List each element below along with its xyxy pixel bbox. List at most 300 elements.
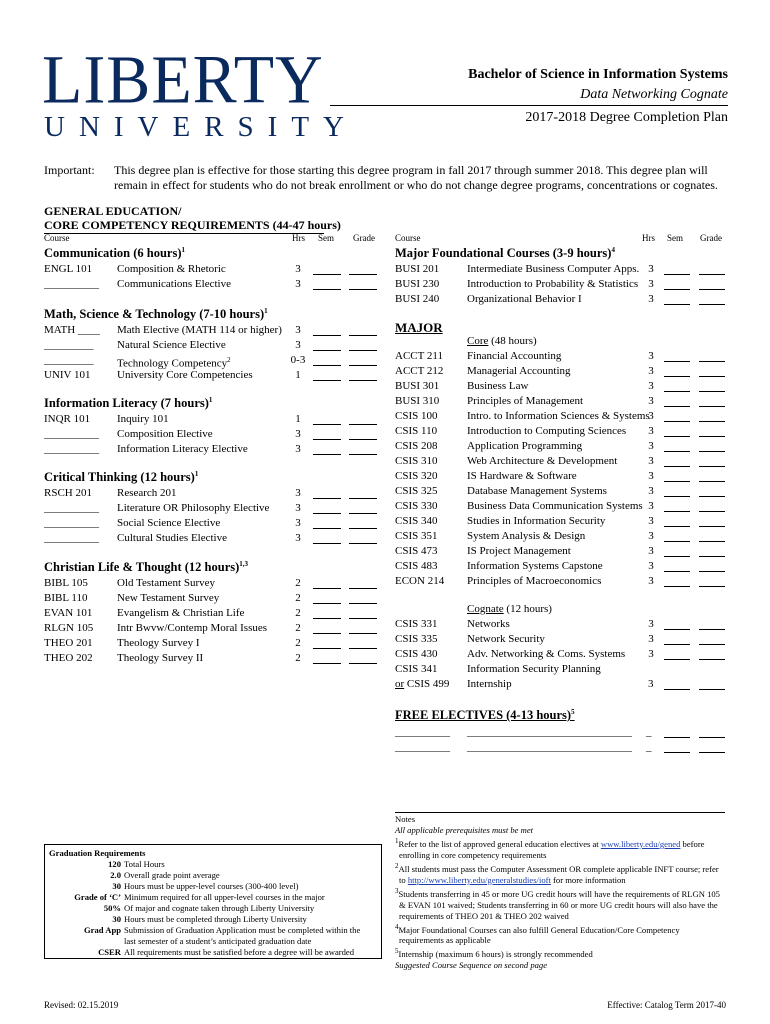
semester-blank[interactable] bbox=[313, 654, 341, 664]
notes-title: Notes bbox=[395, 814, 416, 824]
note-text: Internship (maximum 6 hours) is strongly recommended bbox=[398, 949, 593, 960]
grade-blank[interactable] bbox=[349, 430, 377, 440]
gen-ed-title-line1: GENERAL EDUCATION/ bbox=[44, 204, 182, 218]
note-text-after: before enrolling in core competency requirements bbox=[399, 838, 705, 860]
course-hours: 3 bbox=[295, 324, 301, 336]
course-name: Social Science Elective bbox=[117, 517, 221, 529]
semester-blank[interactable] bbox=[313, 519, 341, 529]
course-code: ACCT 211 bbox=[395, 350, 443, 362]
graduation-key: Grad App bbox=[83, 925, 121, 935]
graduation-rows bbox=[49, 859, 377, 958]
elective-name: ______________________________ bbox=[467, 741, 632, 753]
right-col-hrs: Hrs bbox=[642, 233, 655, 243]
grade-blank[interactable] bbox=[699, 382, 725, 392]
course-code: RSCH 201 bbox=[44, 487, 92, 499]
course-code: CSIS 325 bbox=[395, 485, 438, 497]
left-col-course: Course bbox=[44, 233, 70, 243]
grade-blank[interactable] bbox=[349, 519, 377, 529]
grade-blank[interactable] bbox=[699, 427, 725, 437]
graduation-key: 2.0 bbox=[110, 870, 121, 880]
course-code: BUSI 230 bbox=[395, 278, 440, 290]
cognate-hours: (12 hours) bbox=[506, 603, 552, 615]
grade-blank[interactable] bbox=[349, 415, 377, 425]
course-name: Math Elective (MATH 114 or higher) bbox=[117, 324, 282, 336]
course-code: EVAN 101 bbox=[44, 607, 93, 619]
course-name: Composition Elective bbox=[117, 428, 213, 440]
grade-blank[interactable] bbox=[349, 594, 377, 604]
semester-blank[interactable] bbox=[664, 412, 690, 422]
course-name: Principles of Management bbox=[467, 395, 584, 407]
course-code: BUSI 310 bbox=[395, 395, 440, 407]
course-hours: 1 bbox=[295, 413, 301, 425]
section-title bbox=[44, 560, 248, 575]
course-code: CSIS 320 bbox=[395, 470, 438, 482]
elective-name: ______________________________ bbox=[467, 726, 632, 738]
note-item bbox=[395, 836, 725, 861]
course-hours: 3 bbox=[648, 633, 654, 645]
semester-blank[interactable] bbox=[664, 280, 690, 290]
semester-blank[interactable] bbox=[664, 562, 690, 572]
graduation-row bbox=[49, 914, 377, 925]
course-hours: 3 bbox=[648, 530, 654, 542]
grade-blank[interactable] bbox=[699, 517, 725, 527]
course-hours: 3 bbox=[648, 380, 654, 392]
course-code: BUSI 201 bbox=[395, 263, 440, 275]
course-name: Intermediate Business Computer Apps. bbox=[467, 263, 640, 275]
section-title bbox=[44, 470, 198, 485]
course-code: ENGL 101 bbox=[44, 263, 93, 275]
course-code: CSIS 330 bbox=[395, 500, 438, 512]
graduation-key: 50% bbox=[103, 903, 121, 913]
elective-hours: _ bbox=[646, 741, 652, 753]
course-name: Information Literacy Elective bbox=[117, 443, 248, 455]
graduation-row bbox=[49, 903, 377, 914]
section-title-sup: 1 bbox=[181, 246, 186, 254]
course-hours: 3 bbox=[648, 263, 654, 275]
note-text: Refer to the list of approved general education electives at bbox=[398, 838, 601, 849]
grade-blank[interactable] bbox=[349, 280, 377, 290]
grade-blank[interactable] bbox=[349, 341, 377, 351]
grade-blank[interactable] bbox=[699, 547, 725, 557]
important-text: This degree plan is effective for those starting this degree program in fall 2017 through summer 2018. This degree plan will remain in effect for students who do not break enrollment or who do not change degree programs, concentrations or cognates. bbox=[114, 163, 718, 192]
course-hours: 3 bbox=[648, 350, 654, 362]
notes-prereq: All applicable prerequisites must be met bbox=[395, 825, 534, 835]
right-col-sem: Sem bbox=[667, 233, 684, 243]
foundational-title bbox=[395, 246, 615, 261]
elective-code: __________ bbox=[395, 726, 450, 738]
semester-blank[interactable] bbox=[313, 504, 341, 514]
course-name: Intr Bwvw/Contemp Moral Issues bbox=[117, 622, 268, 634]
graduation-requirements bbox=[44, 844, 382, 959]
grade-blank[interactable] bbox=[349, 609, 377, 619]
note-text: Students transferring in 45 or more UG credit hours will have the requirements of RLGN 105 & EVAN 101 waived; Students transferring in 60 or more UG credit hours will also have the requirements of THEO 201 & THEO 202 waived bbox=[398, 888, 720, 921]
course-code: CSIS 351 bbox=[395, 530, 438, 542]
grade-blank[interactable] bbox=[349, 265, 377, 275]
logo-liberty: LIBERTY bbox=[42, 41, 324, 119]
course-hours: 3 bbox=[295, 339, 301, 351]
choice-name-1: Information Security Planning bbox=[467, 663, 601, 675]
course-hours: 3 bbox=[648, 395, 654, 407]
core-hours: (48 hours) bbox=[491, 335, 537, 347]
course-name: New Testament Survey bbox=[117, 592, 220, 604]
grade-blank[interactable] bbox=[699, 472, 725, 482]
course-name: Studies in Information Security bbox=[467, 515, 606, 527]
course-hours: 3 bbox=[648, 440, 654, 452]
course-code: BUSI 240 bbox=[395, 293, 440, 305]
course-code: __________ bbox=[44, 428, 99, 440]
course-hours: 1 bbox=[295, 369, 301, 381]
course-name: Organizational Behavior I bbox=[467, 293, 582, 305]
semester-blank[interactable] bbox=[313, 594, 341, 604]
course-name: Network Security bbox=[467, 633, 545, 645]
course-code: THEO 202 bbox=[44, 652, 93, 664]
course-code: CSIS 473 bbox=[395, 545, 438, 557]
semester-blank[interactable] bbox=[664, 352, 690, 362]
semester-blank[interactable] bbox=[664, 547, 690, 557]
course-hours: 3 bbox=[648, 425, 654, 437]
course-name: Introduction to Computing Sciences bbox=[467, 425, 627, 437]
semester-blank[interactable] bbox=[313, 356, 341, 366]
graduation-row bbox=[49, 947, 377, 958]
course-code: CSIS 110 bbox=[395, 425, 438, 437]
course-name: Theology Survey II bbox=[117, 652, 204, 664]
section-title bbox=[44, 396, 212, 411]
course-name: Information Systems Capstone bbox=[467, 560, 603, 572]
course-code: __________ bbox=[44, 532, 99, 544]
course-code: CSIS 331 bbox=[395, 618, 438, 630]
course-name: Research 201 bbox=[117, 487, 177, 499]
choice-sem-blank[interactable] bbox=[664, 680, 690, 690]
grade-blank[interactable] bbox=[699, 502, 725, 512]
course-name: Introduction to Probability & Statistics bbox=[467, 278, 639, 290]
graduation-key: 30 bbox=[112, 881, 121, 891]
grade-blank[interactable] bbox=[699, 532, 725, 542]
grade-blank[interactable] bbox=[349, 639, 377, 649]
course-hours: 2 bbox=[295, 622, 301, 634]
semester-blank[interactable] bbox=[313, 445, 341, 455]
note-item bbox=[395, 946, 725, 960]
grade-blank[interactable] bbox=[699, 577, 725, 587]
note-number: 1 bbox=[395, 837, 399, 845]
section-title-text: Information Literacy (7 hours) bbox=[44, 396, 209, 411]
section-title bbox=[44, 246, 185, 261]
course-hours: 3 bbox=[295, 443, 301, 455]
graduation-row bbox=[49, 881, 377, 892]
course-code: CSIS 335 bbox=[395, 633, 438, 645]
semester-blank[interactable] bbox=[664, 427, 690, 437]
course-hours: 3 bbox=[295, 532, 301, 544]
course-hours: 3 bbox=[295, 502, 301, 514]
cognate-label: Cognate bbox=[467, 603, 504, 615]
semester-blank[interactable] bbox=[313, 609, 341, 619]
left-col-sem: Sem bbox=[318, 233, 335, 243]
course-code: __________ bbox=[44, 278, 99, 290]
grade-blank[interactable] bbox=[699, 412, 725, 422]
grade-blank[interactable] bbox=[349, 326, 377, 336]
semester-blank[interactable] bbox=[313, 489, 341, 499]
semester-blank[interactable] bbox=[664, 295, 690, 305]
section-title-sup: 1 bbox=[208, 396, 213, 404]
note-number: 2 bbox=[395, 861, 399, 870]
semester-blank[interactable] bbox=[313, 639, 341, 649]
course-code: ACCT 212 bbox=[395, 365, 444, 377]
graduation-row bbox=[49, 870, 377, 881]
semester-blank[interactable] bbox=[313, 579, 341, 589]
course-hours: 3 bbox=[648, 618, 654, 630]
grade-blank[interactable] bbox=[699, 295, 725, 305]
free-electives-sup: 5 bbox=[571, 708, 575, 716]
graduation-value: Overall grade point average bbox=[124, 870, 220, 880]
course-name: Adv. Networking & Coms. Systems bbox=[467, 648, 626, 660]
course-hours: 3 bbox=[648, 470, 654, 482]
section-title-text: Math, Science & Technology (7-10 hours) bbox=[44, 307, 265, 322]
choice-name-2: Internship bbox=[467, 678, 512, 690]
semester-blank[interactable] bbox=[664, 650, 690, 660]
grade-blank[interactable] bbox=[349, 504, 377, 514]
grade-blank[interactable] bbox=[349, 579, 377, 589]
course-code: __________ bbox=[44, 443, 99, 455]
course-hours: 3 bbox=[648, 278, 654, 290]
note-text: Major Foundational Courses can also fulfill General Education/Core Competency requirements as applicable bbox=[398, 924, 680, 946]
course-hours: 3 bbox=[648, 515, 654, 527]
graduation-value: Submission of Graduation Application must be completed within the bbox=[124, 925, 361, 935]
plan-title: 2017-2018 Degree Completion Plan bbox=[525, 110, 728, 125]
section-title-text: Communication (6 hours) bbox=[44, 246, 182, 261]
course-name: Theology Survey I bbox=[117, 637, 200, 649]
course-name: Database Management Systems bbox=[467, 485, 607, 497]
core-heading bbox=[467, 334, 537, 348]
semester-blank[interactable] bbox=[313, 265, 341, 275]
note-text-after: for more information bbox=[550, 874, 626, 885]
course-code: THEO 201 bbox=[44, 637, 93, 649]
grade-blank[interactable] bbox=[699, 620, 725, 630]
choice-code-1: CSIS 341 bbox=[395, 663, 438, 675]
course-name: Cultural Studies Elective bbox=[117, 532, 227, 544]
gen-ed-title-line2: CORE COMPETENCY REQUIREMENTS (44-47 hours) bbox=[44, 218, 341, 232]
course-code: MATH ____ bbox=[44, 324, 100, 336]
revised-date: Revised: 02.15.2019 bbox=[44, 1000, 119, 1010]
header-divider bbox=[330, 105, 728, 106]
graduation-row bbox=[49, 936, 377, 947]
graduation-title: Graduation Requirements bbox=[49, 848, 146, 858]
course-hours: 3 bbox=[648, 365, 654, 377]
semester-blank[interactable] bbox=[664, 635, 690, 645]
section-title-sup: 1 bbox=[264, 307, 268, 315]
core-label: Core bbox=[467, 335, 489, 347]
cognate-title: Data Networking Cognate bbox=[580, 87, 728, 102]
course-code: CSIS 430 bbox=[395, 648, 438, 660]
course-hours: 3 bbox=[295, 278, 301, 290]
course-name: University Core Competencies bbox=[117, 369, 253, 381]
note-item bbox=[395, 861, 725, 886]
note-number: 4 bbox=[395, 922, 399, 931]
section-title bbox=[44, 307, 268, 322]
course-code: UNIV 101 bbox=[44, 369, 91, 381]
course-name: Literature OR Philosophy Elective bbox=[117, 502, 270, 514]
course-code: CSIS 310 bbox=[395, 455, 438, 467]
grade-blank[interactable] bbox=[699, 457, 725, 467]
right-col-course: Course bbox=[395, 233, 421, 243]
course-hours: 2 bbox=[295, 577, 301, 589]
foundational-title-text: Major Foundational Courses (3-9 hours) bbox=[395, 246, 612, 261]
free-electives-title bbox=[395, 708, 575, 723]
semester-blank[interactable] bbox=[664, 728, 690, 738]
course-hours: 3 bbox=[648, 648, 654, 660]
course-hours: 2 bbox=[295, 652, 301, 664]
course-hours: 3 bbox=[648, 500, 654, 512]
graduation-key: Grade of ‘C’ bbox=[74, 892, 121, 902]
note-link[interactable]: http://www.liberty.edu/generalstudies/ioft bbox=[407, 874, 551, 885]
course-hours: 3 bbox=[648, 410, 654, 422]
course-hours: 3 bbox=[648, 560, 654, 572]
grade-blank[interactable] bbox=[349, 445, 377, 455]
semester-blank[interactable] bbox=[664, 502, 690, 512]
course-hours: 3 bbox=[295, 428, 301, 440]
semester-blank[interactable] bbox=[664, 265, 690, 275]
course-name: Principles of Macroeconomics bbox=[467, 575, 602, 587]
semester-blank[interactable] bbox=[664, 743, 690, 753]
gen-ed-title bbox=[44, 204, 341, 232]
semester-blank[interactable] bbox=[664, 620, 690, 630]
note-item bbox=[395, 886, 725, 922]
course-code: __________ bbox=[44, 517, 99, 529]
course-code: RLGN 105 bbox=[44, 622, 94, 634]
course-hours: 3 bbox=[648, 545, 654, 557]
course-code: BIBL 105 bbox=[44, 577, 88, 589]
grade-blank[interactable] bbox=[699, 265, 725, 275]
course-hours: 2 bbox=[295, 592, 301, 604]
course-name: Technology Competency$^2$ bbox=[117, 356, 231, 370]
course-name: Financial Accounting bbox=[467, 350, 562, 362]
choice-grade-blank[interactable] bbox=[699, 680, 725, 690]
course-name: Old Testament Survey bbox=[117, 577, 216, 589]
semester-blank[interactable] bbox=[313, 326, 341, 336]
course-name: Managerial Accounting bbox=[467, 365, 571, 377]
notes-sequence: Suggested Course Sequence on second page bbox=[395, 960, 548, 971]
graduation-key: 30 bbox=[112, 914, 121, 924]
semester-blank[interactable] bbox=[664, 457, 690, 467]
note-text: All students must pass the Computer Assessment OR complete applicable INFT course; refer to bbox=[398, 863, 719, 885]
semester-blank[interactable] bbox=[664, 367, 690, 377]
cognate-heading bbox=[467, 602, 552, 616]
course-code: _________ bbox=[44, 354, 94, 366]
grade-blank[interactable] bbox=[699, 487, 725, 497]
semester-blank[interactable] bbox=[313, 341, 341, 351]
course-code: BIBL 110 bbox=[44, 592, 88, 604]
grade-blank[interactable] bbox=[349, 356, 377, 366]
grade-blank[interactable] bbox=[699, 280, 725, 290]
course-code: CSIS 483 bbox=[395, 560, 438, 572]
graduation-value: Hours must be completed through Liberty University bbox=[124, 914, 307, 924]
note-number: 5 bbox=[395, 947, 399, 956]
grade-blank[interactable] bbox=[349, 624, 377, 634]
course-hours: 3 bbox=[295, 487, 301, 499]
course-code: __________ bbox=[44, 502, 99, 514]
course-name: Application Programming bbox=[467, 440, 583, 452]
choice-hrs: 3 bbox=[648, 678, 654, 690]
grade-blank[interactable] bbox=[699, 743, 725, 753]
grade-blank[interactable] bbox=[699, 650, 725, 660]
notes-box bbox=[395, 812, 725, 971]
semester-blank[interactable] bbox=[664, 517, 690, 527]
grade-blank[interactable] bbox=[349, 534, 377, 544]
grade-blank[interactable] bbox=[699, 635, 725, 645]
foundational-sup: 4 bbox=[611, 246, 615, 254]
course-code: ECON 214 bbox=[395, 575, 445, 587]
right-col-grade: Grade bbox=[700, 233, 722, 243]
course-code: CSIS 340 bbox=[395, 515, 438, 527]
course-hours: 3 bbox=[648, 293, 654, 305]
grade-blank[interactable] bbox=[349, 654, 377, 664]
grade-blank[interactable] bbox=[349, 371, 377, 381]
course-name: Inquiry 101 bbox=[117, 413, 169, 425]
course-name-sup: 2 bbox=[227, 356, 231, 364]
course-code: CSIS 100 bbox=[395, 410, 438, 422]
choice-code-2: or CSIS 499 bbox=[395, 678, 450, 690]
grade-blank[interactable] bbox=[699, 442, 725, 452]
semester-blank[interactable] bbox=[313, 430, 341, 440]
graduation-row bbox=[49, 892, 377, 903]
graduation-key: CSER bbox=[98, 947, 121, 957]
course-code: CSIS 208 bbox=[395, 440, 438, 452]
course-hours: 3 bbox=[295, 263, 301, 275]
graduation-value: Total Hours bbox=[124, 859, 165, 869]
semester-blank[interactable] bbox=[313, 371, 341, 381]
semester-blank[interactable] bbox=[313, 534, 341, 544]
graduation-value: Minimum required for all upper-level courses in the major bbox=[124, 892, 325, 902]
semester-blank[interactable] bbox=[313, 415, 341, 425]
grade-blank[interactable] bbox=[349, 489, 377, 499]
semester-blank[interactable] bbox=[664, 442, 690, 452]
important-label: Important: bbox=[44, 163, 95, 177]
section-title-sup: 1,3 bbox=[239, 560, 249, 568]
effective-term: Effective: Catalog Term 2017-40 bbox=[607, 1000, 726, 1010]
grade-blank[interactable] bbox=[699, 562, 725, 572]
course-name: Business Data Communication Systems bbox=[467, 500, 643, 512]
semester-blank[interactable] bbox=[664, 532, 690, 542]
major-title: MAJOR bbox=[395, 320, 443, 335]
course-hours: 0-3 bbox=[290, 354, 306, 366]
semester-blank[interactable] bbox=[664, 397, 690, 407]
course-name: Intro. to Information Sciences & Systems bbox=[467, 410, 650, 422]
section-title-text: Critical Thinking (12 hours) bbox=[44, 470, 195, 485]
course-code: INQR 101 bbox=[44, 413, 91, 425]
course-name: Evangelism & Christian Life bbox=[117, 607, 245, 619]
note-link[interactable]: www.liberty.edu/gened bbox=[600, 838, 681, 849]
course-code: BUSI 301 bbox=[395, 380, 440, 392]
grade-blank[interactable] bbox=[699, 728, 725, 738]
course-name: System Analysis & Design bbox=[467, 530, 586, 542]
semester-blank[interactable] bbox=[664, 487, 690, 497]
elective-code: __________ bbox=[395, 741, 450, 753]
course-code: _________ bbox=[44, 339, 94, 351]
course-name: IS Hardware & Software bbox=[467, 470, 577, 482]
semester-blank[interactable] bbox=[313, 280, 341, 290]
grade-blank[interactable] bbox=[699, 352, 725, 362]
left-col-grade: Grade bbox=[353, 233, 375, 243]
grade-blank[interactable] bbox=[699, 397, 725, 407]
graduation-value: Of major and cognate taken through Liberty University bbox=[124, 903, 315, 913]
semester-blank[interactable] bbox=[664, 577, 690, 587]
graduation-row bbox=[49, 925, 377, 936]
semester-blank[interactable] bbox=[664, 472, 690, 482]
semester-blank[interactable] bbox=[664, 382, 690, 392]
course-name: Communications Elective bbox=[117, 278, 231, 290]
graduation-value: All requirements must be satisfied before a degree will be awarded bbox=[124, 947, 355, 957]
grade-blank[interactable] bbox=[699, 367, 725, 377]
semester-blank[interactable] bbox=[313, 624, 341, 634]
graduation-value: Hours must be upper-level courses (300-400 level) bbox=[124, 881, 299, 891]
